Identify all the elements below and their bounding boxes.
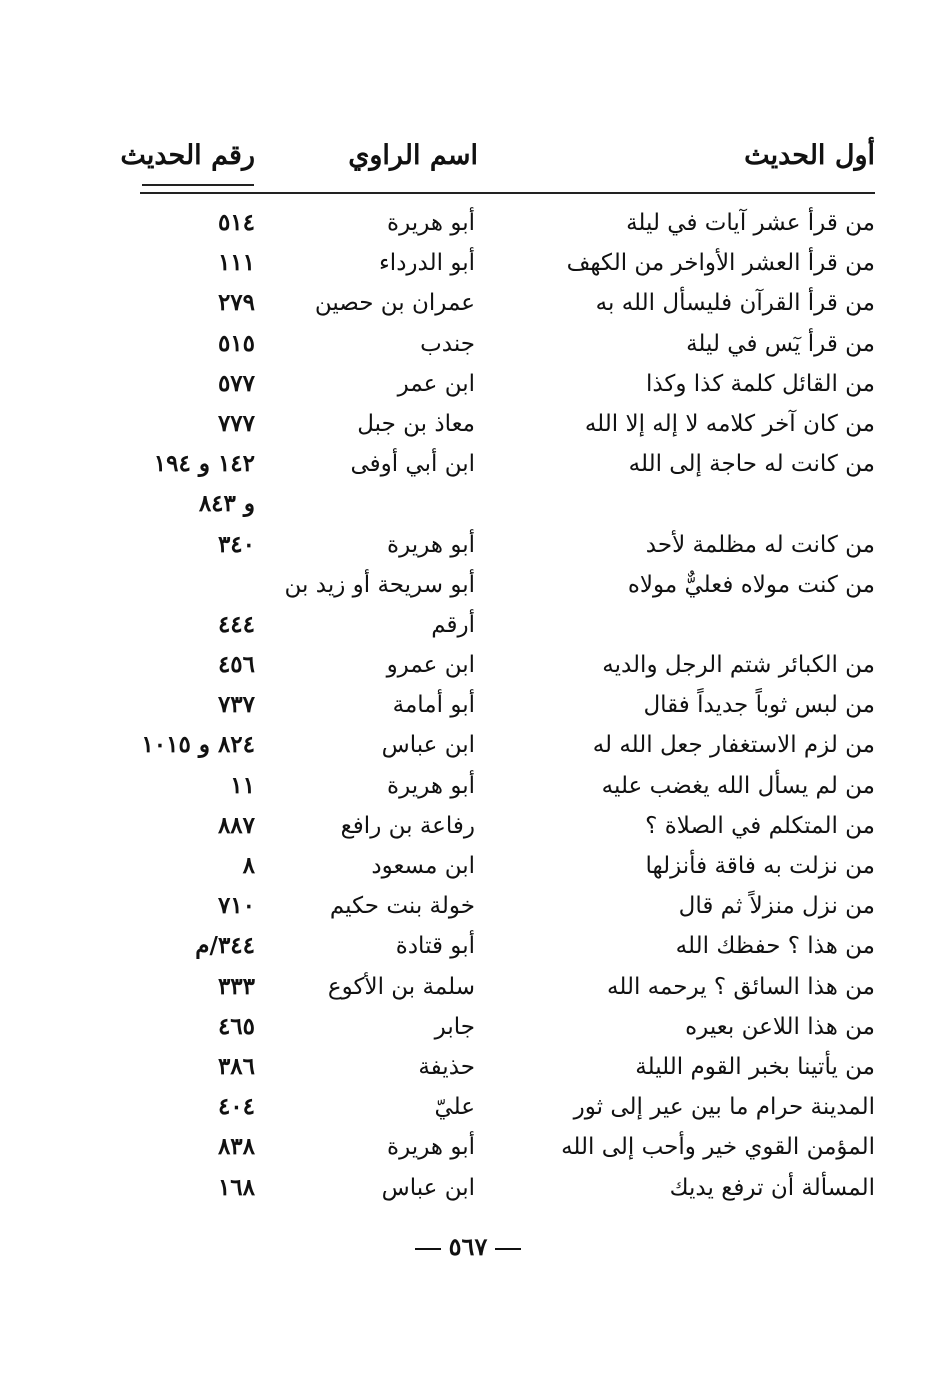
table-row <box>130 685 875 725</box>
cell-first-words: من هذا السائق ؟ يرحمه الله <box>607 973 875 1000</box>
cell-hadith-number: ١٦٨ <box>217 1173 255 1201</box>
cell-hadith-number: ٥٧٧ <box>217 369 255 397</box>
cell-narrator: أبو الدرداء <box>378 250 475 277</box>
cell-narrator: ابن عمر <box>397 370 475 397</box>
cell-hadith-number: ٤٦٥ <box>217 1012 255 1040</box>
table-row <box>130 725 875 765</box>
table-row <box>130 967 875 1007</box>
table-row <box>130 926 875 966</box>
cell-narrator: جندب <box>420 330 475 357</box>
cell-narrator: جابر <box>434 1013 475 1040</box>
table-row <box>130 1127 875 1167</box>
header-divider <box>140 192 875 194</box>
table-row <box>130 1168 875 1208</box>
cell-narrator: خولة بنت حكيم <box>329 893 475 920</box>
cell-narrator: أبو هريرة <box>387 531 475 558</box>
page-footer <box>0 1232 936 1261</box>
table-row <box>130 203 875 243</box>
cell-hadith-number: و ٨٤٣ <box>198 490 255 518</box>
column-header-hadith-number: رقم الحديث <box>120 140 255 171</box>
cell-narrator: ابن عمرو <box>386 652 475 679</box>
cell-narrator: أبو هريرة <box>387 1134 475 1161</box>
cell-first-words: من قرأ العشر الأواخر من الكهف <box>566 250 875 277</box>
column-header-narrator: اسم الراوي <box>348 140 478 171</box>
cell-first-words: المؤمن القوي خير وأحب إلى الله <box>561 1134 875 1161</box>
column-header-first-words: أول الحديث <box>744 140 875 171</box>
table-row <box>130 766 875 806</box>
cell-narrator: أبو هريرة <box>387 210 475 236</box>
cell-hadith-number: ٢٧٩ <box>217 289 255 317</box>
cell-first-words: من هذا اللاعن بعيره <box>685 1013 875 1040</box>
cell-narrator: ابن عباس <box>381 1174 475 1201</box>
cell-narrator: أبو سريحة أو زيد بن <box>284 571 475 598</box>
cell-first-words: من قرأ القرآن فليسأل الله به <box>595 290 875 317</box>
table-row <box>130 283 875 323</box>
cell-narrator: معاذ بن جبل <box>357 410 475 437</box>
cell-narrator: ابن عباس <box>381 732 475 759</box>
cell-narrator: عليّ <box>434 1094 475 1121</box>
cell-first-words: من يأتينا بخبر القوم الليلة <box>635 1053 875 1080</box>
cell-first-words: من لزم الاستغفار جعل الله له <box>592 732 875 759</box>
table-row <box>130 484 875 524</box>
cell-hadith-number: ٥١٥ <box>217 329 255 357</box>
cell-first-words: من لم يسأل الله يغضب عليه <box>601 772 875 799</box>
cell-first-words: من لبس ثوباً جديداً فقال <box>643 692 875 719</box>
cell-first-words: من كنت مولاه فعليٌّ مولاه <box>627 571 875 598</box>
table-header <box>120 140 875 190</box>
table-row <box>130 1007 875 1047</box>
cell-first-words: المسألة أن ترفع يديك <box>669 1174 875 1201</box>
cell-hadith-number: ١١ <box>230 771 255 799</box>
cell-first-words: من الكبائر شتم الرجل والديه <box>602 652 875 679</box>
cell-narrator: ابن أبي أوفى <box>350 451 475 478</box>
cell-hadith-number: ٤٥٦ <box>217 651 255 679</box>
table-row <box>130 444 875 484</box>
cell-first-words: من كان آخر كلامه لا إله إلا الله <box>584 410 875 437</box>
cell-first-words: المدينة حرام ما بين عير إلى ثور <box>573 1094 875 1121</box>
table-row <box>130 605 875 645</box>
cell-first-words: من هذا ؟ حفظك الله <box>675 933 875 960</box>
table-row <box>130 565 875 605</box>
table-row <box>130 645 875 685</box>
table-row <box>130 324 875 364</box>
page-number: ٥٦٧ <box>448 1232 488 1261</box>
cell-hadith-number: ٣٣٣ <box>217 972 255 1000</box>
cell-narrator: أرقم <box>431 611 475 638</box>
cell-narrator: أبو أمامة <box>392 692 475 719</box>
cell-first-words: من نزلت به فاقة فأنزلها <box>645 853 875 879</box>
cell-hadith-number: ٨ <box>242 852 255 879</box>
table-row <box>130 846 875 886</box>
cell-narrator: أبو هريرة <box>387 772 475 799</box>
cell-hadith-number: ١٤٢ و ١٩٤ <box>153 450 255 478</box>
cell-hadith-number: ٤٤٤ <box>217 610 255 638</box>
table-row <box>130 886 875 926</box>
cell-hadith-number: ٨٢٤ و ١٠١٥ <box>141 731 255 759</box>
cell-narrator: ابن مسعود <box>371 853 475 879</box>
cell-first-words: من نزل منزلاً ثم قال <box>678 893 875 920</box>
cell-first-words: من قرأ يٓس في ليلة <box>686 330 875 357</box>
cell-hadith-number: ٨٨٧ <box>217 811 255 839</box>
cell-narrator: حذيفة <box>418 1053 475 1080</box>
cell-hadith-number: ٣٤٠ <box>217 530 255 558</box>
cell-hadith-number: ٧١٠ <box>217 892 255 920</box>
cell-first-words: من كانت له مظلمة لأحد <box>645 531 875 558</box>
table-row <box>130 404 875 444</box>
cell-hadith-number: ٥١٤ <box>217 209 255 236</box>
table-row <box>130 1087 875 1127</box>
cell-first-words: من كانت له حاجة إلى الله <box>628 451 875 478</box>
hadith-index-table <box>130 203 875 1208</box>
table-row <box>130 364 875 404</box>
cell-first-words: من القائل كلمة كذا وكذا <box>645 370 875 397</box>
cell-hadith-number: ٤٠٤ <box>217 1093 255 1121</box>
cell-narrator: أبو قتادة <box>395 933 475 960</box>
cell-hadith-number: ٧٧٧ <box>217 409 255 437</box>
cell-hadith-number: ١١١ <box>217 249 255 277</box>
cell-narrator: عمران بن حصين <box>314 290 475 317</box>
table-row <box>130 525 875 565</box>
cell-hadith-number: ٣٤٤/م <box>195 932 255 960</box>
cell-hadith-number: ٧٣٧ <box>217 691 255 719</box>
cell-first-words: من قرأ عشر آيات في ليلة <box>626 210 875 236</box>
footer-dash-right <box>495 1248 521 1250</box>
cell-hadith-number: ٣٨٦ <box>217 1052 255 1080</box>
cell-narrator: سلمة بن الأكوع <box>327 973 475 1000</box>
footer-dash-left <box>415 1248 441 1250</box>
header-underline <box>142 184 254 186</box>
cell-hadith-number: ٨٣٨ <box>217 1133 255 1161</box>
cell-first-words: من المتكلم في الصلاة ؟ <box>645 812 875 839</box>
cell-narrator: رفاعة بن رافع <box>340 812 475 839</box>
table-row <box>130 243 875 283</box>
table-row <box>130 806 875 846</box>
table-row <box>130 1047 875 1087</box>
